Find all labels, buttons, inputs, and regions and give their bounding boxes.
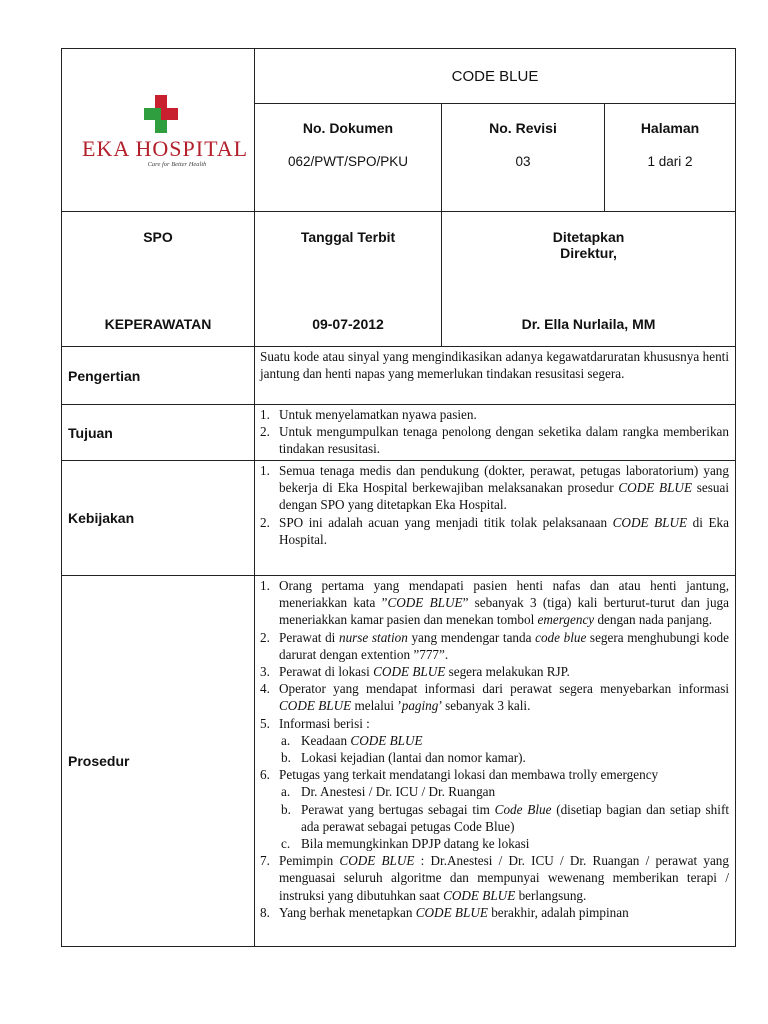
list-subitem: a. Keadaan CODE BLUE	[281, 732, 423, 748]
list-item: 3. Perawat di lokasi CODE BLUE segera melakukan RJP.	[260, 664, 570, 680]
no-revisi-value: 03	[515, 154, 531, 170]
unit-label: KEPERAWATAN	[104, 316, 212, 332]
prosedur-list	[260, 577, 729, 921]
list-subitem: c. Bila memungkinkan DPJP datang ke lokasi	[281, 836, 530, 852]
list-item: 6. Petugas yang terkait mendatangi lokasi dan membawa trolly emergency	[260, 767, 659, 783]
no-dokumen-value: 062/PWT/SPO/PKU	[287, 154, 409, 170]
list-item: 1. Semua tenaga medis dan pendukung (dokter, perawat, petugas laboratorium) yang bekerja di Eka Hospital berkewajiban melaksanakan prosedur CODE BLUE sesuai dengan SPO yang ditetapkan Eka Hospital.	[260, 463, 729, 513]
tujuan-item-2: Untuk mengumpulkan tenaga penolong dengan seketika dalam rangka memberikan tindakan resusitasi.	[279, 424, 729, 457]
list-subitem: b. Lokasi kejadian (lantai dan nomor kamar).	[281, 750, 526, 766]
halaman-cell	[605, 104, 736, 212]
logo-text: EKA HOSPITAL	[82, 136, 249, 161]
spo-document	[61, 48, 735, 947]
kebijakan-content	[255, 461, 736, 576]
halaman-label: Halaman	[640, 120, 700, 137]
tujuan-content	[255, 405, 736, 461]
spo-table	[61, 48, 736, 947]
no-revisi-cell	[442, 104, 605, 212]
medical-cross-icon	[144, 95, 178, 133]
list-item: 5. Informasi berisi :	[260, 715, 370, 731]
pengertian-label: Pengertian	[62, 347, 255, 405]
halaman-value: 1 dari 2	[647, 154, 693, 170]
logo-cell	[62, 49, 255, 212]
logo-tagline: Care for Better Health	[147, 161, 207, 168]
ditetapkan-label	[442, 229, 735, 261]
list-item: 2. SPO ini adalah acuan yang menjadi titik tolak pelaksanaan CODE BLUE di Eka Hospital.	[260, 514, 729, 547]
tanggal-cell	[255, 212, 442, 347]
no-revisi-label: No. Revisi	[489, 120, 557, 137]
list-item: 7. Pemimpin CODE BLUE : Dr.Anestesi / Dr. ICU / Dr. Ruangan / perawat yang menguasai seluruh algoritme dan mempunyai wewenang memberikan terapi / instruksi yang dibutuhkan saat CODE BLUE berlangsung.	[260, 853, 729, 903]
tujuan-label: Tujuan	[62, 405, 255, 461]
ditetapkan-line2: Direktur,	[560, 245, 617, 261]
direktur-name: Dr. Ella Nurlaila, MM	[521, 316, 656, 332]
prosedur-label: Prosedur	[62, 576, 255, 947]
list-item: 4. Operator yang mendapat informasi dari perawat segera menyebarkan informasi CODE BLUE melalui ’paging’ sebanyak 3 kali.	[260, 681, 729, 714]
tujuan-list	[260, 406, 729, 458]
no-dokumen-label: No. Dokumen	[302, 120, 394, 137]
prosedur-content	[255, 576, 736, 947]
ditetapkan-cell	[442, 212, 736, 347]
ditetapkan-line1: Ditetapkan	[552, 229, 625, 245]
tanggal-value: 09-07-2012	[312, 316, 384, 332]
list-item: 1. Untuk menyelamatkan nyawa pasien.	[260, 407, 477, 422]
list-subitem: b. Perawat yang bertugas sebagai tim Code Blue (disetiap bagian dan setiap shift ada perawat sebagai petugas Code Blue)	[281, 801, 729, 834]
document-title: CODE BLUE	[255, 49, 736, 104]
spo-cell	[62, 212, 255, 347]
list-item: 2. Perawat di nurse station yang mendengar tanda code blue segera menghubungi kode darurat dengan extention ”777”.	[260, 629, 730, 662]
pengertian-content	[255, 347, 736, 405]
spo-label: SPO	[143, 229, 173, 245]
list-item: 1. Orang pertama yang mendapati pasien henti nafas dan atau henti jantung, meneriakkan kata ”CODE BLUE” sebanyak 3 (tiga) kali berturut-turut dan juga meneriakkan kamar pasien dan menekan tombol emergency dengan nada panjang.	[260, 578, 729, 628]
tanggal-label: Tanggal Terbit	[300, 229, 396, 245]
list-item: 8. Yang berhak menetapkan CODE BLUE berakhir, adalah pimpinan	[260, 904, 629, 920]
no-dokumen-cell	[255, 104, 442, 212]
tujuan-item-1: Untuk menyelamatkan nyawa pasien.	[279, 407, 477, 422]
pengertian-text: Suatu kode atau sinyal yang mengindikasikan adanya kegawatdaruratan khususnya henti jantung dan henti napas yang memerlukan tindakan resusitasi segera.	[260, 349, 729, 382]
kebijakan-list	[260, 462, 729, 548]
kebijakan-label: Kebijakan	[62, 461, 255, 576]
list-item: 2. Untuk mengumpulkan tenaga penolong dengan seketika dalam rangka memberikan tindakan resusitasi.	[260, 424, 729, 457]
list-subitem: a. Dr. Anestesi / Dr. ICU / Dr. Ruangan	[281, 784, 496, 800]
eka-hospital-logo	[82, 95, 249, 175]
